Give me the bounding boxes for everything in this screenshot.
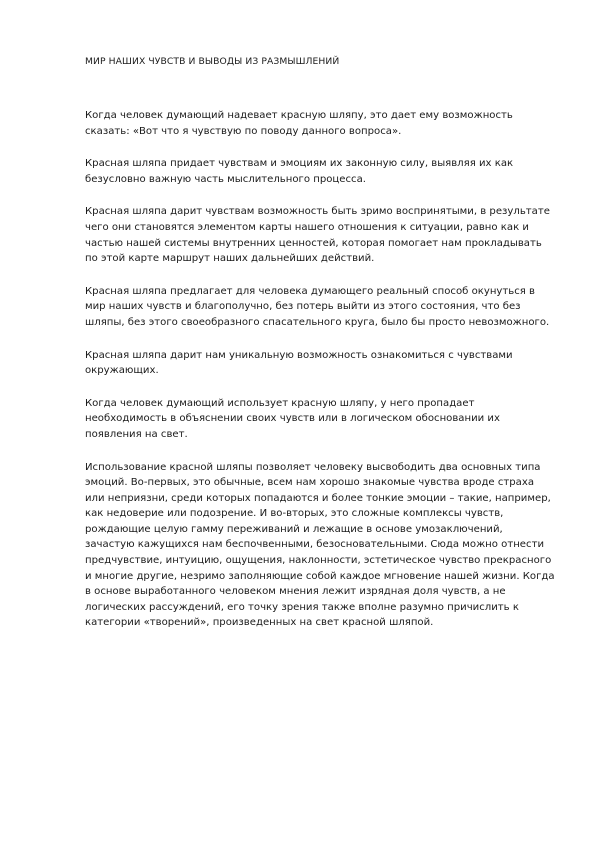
paragraph-6: Когда человек думающий использует красную шляпу, у него пропадает необходимость в объяснении своих чувств или в логическом обосновании их появления на свет.	[85, 397, 500, 440]
paragraph-5: Красная шляпа дарит нам уникальную возможность ознакомиться с чувствами окружающих.	[85, 349, 513, 377]
document-title: МИР НАШИХ ЧУВСТВ И ВЫВОДЫ ИЗ РАЗМЫШЛЕНИЙ	[85, 56, 340, 67]
paragraph-4: Красная шляпа предлагает для человека думающего реальный способ окунуться в мир наших чувств и благополучно, без потерь выйти из этого состояния, что без шляпы, без этого своеобразного спасательного круга, было бы просто невозможного.	[85, 285, 550, 328]
document-body	[85, 108, 555, 648]
paragraph-1: Когда человек думающий надевает красную шляпу, это дает ему возможность сказать: «Вот что я чувствую по поводу данного вопроса».	[85, 110, 513, 137]
paragraph-7: Использование красной шляпы позволяет человеку высвободить два основных типа эмоций. Во-первых, это обычные, всем нам хорошо знакомые чувства вроде страха или неприязни, среди которых попадаются и более тонкие эмоции – такие, например, как недоверие или подозрение. И во-вторых, это сложные комплексы чувств, рождающие целую гамму переживаний и лежащие в основе умозаключений, зачастую кажущихся нам беспочвенными, безосновательными. Сюда можно отнести предчувствие, интуицию, ощущения, наклонности, эстетическое чувство прекрасного и многие другие, незримо заполняющие собой каждое мгновение нашей жизни. Когда в основе выработанного человеком мнения лежит изрядная доля чувств, а не логических рассуждений, его точку зрения также вполне разумно причислить к категории «творений», произведенных на свет красной шляпой.	[85, 461, 555, 629]
paragraph-3: Красная шляпа дарит чувствам возможность быть зримо воспринятыми, в результате чего они становятся элементом карты нашего отношения к ситуации, равно как и частью нашей системы внутренних ценностей, которая помогает нам прокладывать по этой карте маршрут наших дальнейших действий.	[85, 206, 550, 265]
paragraph-2: Красная шляпа придает чувствам и эмоциям их законную силу, выявляя их как безусловно важную часть мыслительного процесса.	[85, 158, 514, 185]
